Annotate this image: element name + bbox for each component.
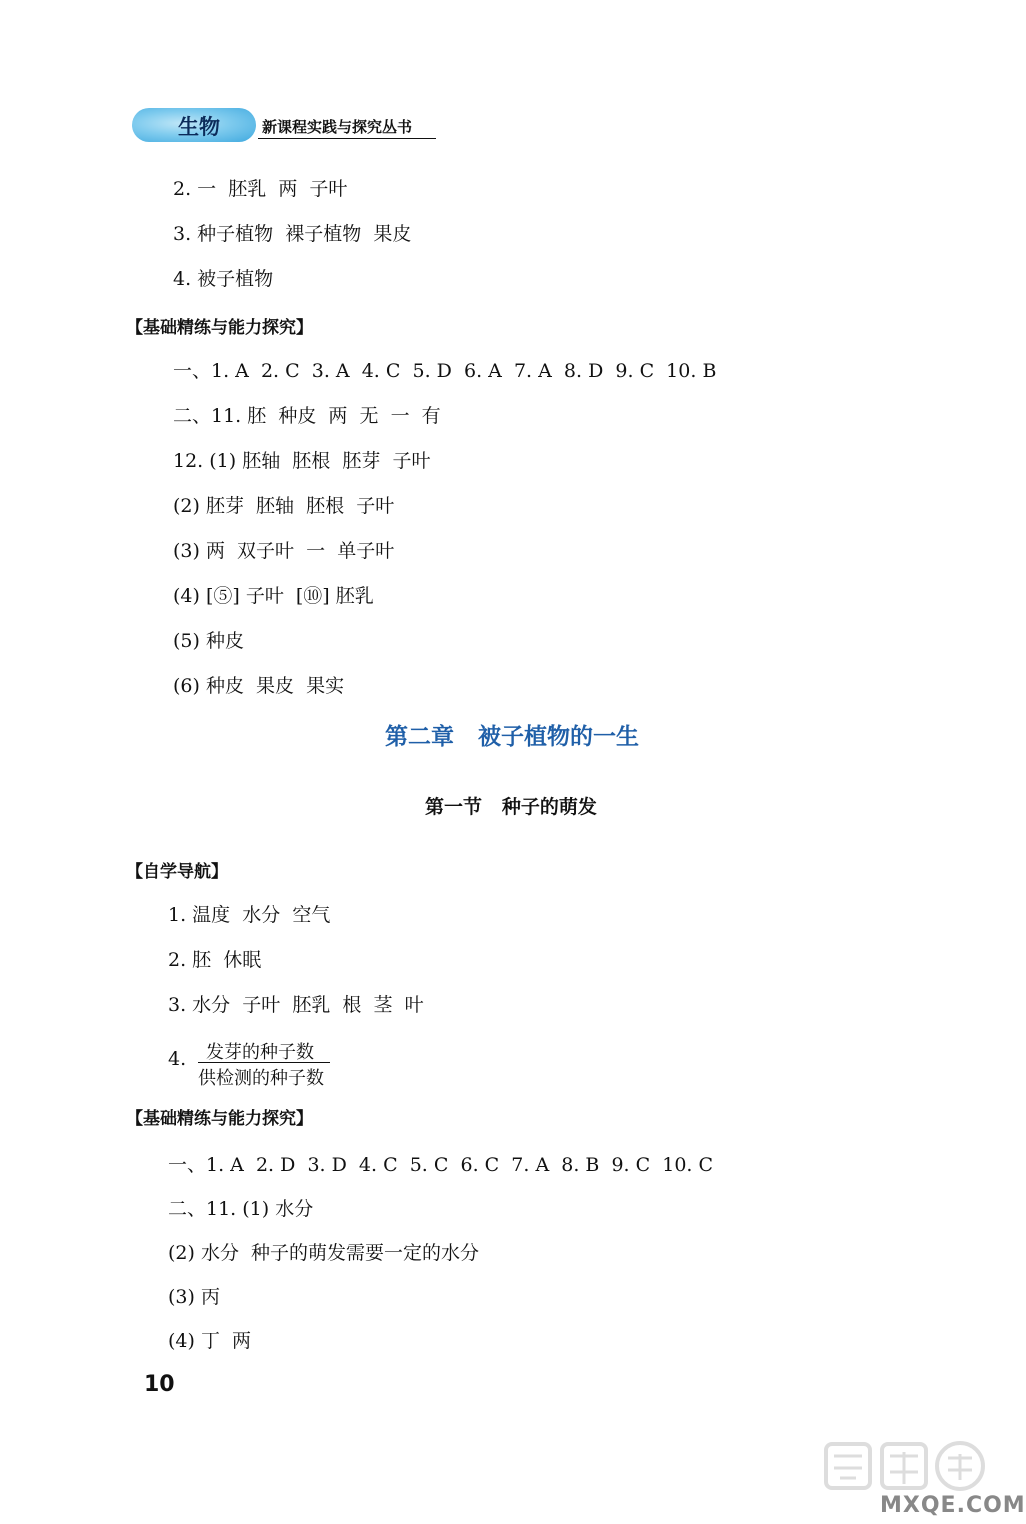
section-heading: 【基础精练与能力探究】 bbox=[126, 1109, 313, 1129]
subject-label: 生物 bbox=[178, 115, 220, 139]
chapter-title: 第二章 被子植物的一生 bbox=[385, 724, 640, 750]
answer-line: (3) 丙 bbox=[168, 1286, 220, 1308]
section-heading: 【基础精练与能力探究】 bbox=[126, 318, 313, 338]
answer-line: (2) 水分 种子的萌发需要一定的水分 bbox=[168, 1242, 480, 1264]
fraction-numerator: 发芽的种子数 bbox=[206, 1042, 314, 1063]
answer-line: 2. 一 胚乳 两 子叶 bbox=[173, 178, 348, 200]
answer-line: (5) 种皮 bbox=[173, 630, 244, 652]
answer-line: 3. 水分 子叶 胚乳 根 茎 叶 bbox=[168, 994, 424, 1016]
answer-line: 二、11. 胚 种皮 两 无 一 有 bbox=[173, 405, 441, 427]
answer-line: 2. 胚 休眠 bbox=[168, 949, 262, 971]
answer-line: 1. 温度 水分 空气 bbox=[168, 904, 331, 926]
answer-line: 一、1. A 2. C 3. A 4. C 5. D 6. A 7. A 8. D 9. C 10. B bbox=[173, 360, 717, 382]
answer-line: 4. 被子植物 bbox=[173, 268, 274, 290]
answer-line: 二、11. (1) 水分 bbox=[168, 1198, 314, 1220]
answer-line: (3) 两 双子叶 一 单子叶 bbox=[173, 540, 395, 562]
answer-line: (6) 种皮 果皮 果实 bbox=[173, 675, 345, 697]
series-underline bbox=[258, 138, 436, 139]
page-number: 10 bbox=[144, 1372, 175, 1397]
series-title: 新课程实践与探究丛书 bbox=[262, 118, 413, 136]
fraction-denominator: 供检测的种子数 bbox=[198, 1068, 324, 1089]
answer-line: 12. (1) 胚轴 胚根 胚芽 子叶 bbox=[173, 450, 431, 472]
answer-line: 3. 种子植物 裸子植物 果皮 bbox=[173, 223, 412, 245]
answer-line: 一、1. A 2. D 3. D 4. C 5. C 6. C 7. A 8. B 9. C 10. C bbox=[168, 1154, 714, 1176]
fraction-prefix: 4. bbox=[168, 1048, 187, 1070]
selfstudy-heading: 【自学导航】 bbox=[126, 862, 228, 882]
watermark-url: MXQE.COM bbox=[880, 1493, 1026, 1518]
section-title: 第一节 种子的萌发 bbox=[425, 796, 597, 818]
answer-line: (4) 丁 两 bbox=[168, 1330, 252, 1352]
answer-line: (4) [⑤] 子叶 [⑩] 胚乳 bbox=[173, 585, 374, 607]
fraction-bar bbox=[198, 1062, 330, 1063]
answer-line: (2) 胚芽 胚轴 胚根 子叶 bbox=[173, 495, 395, 517]
